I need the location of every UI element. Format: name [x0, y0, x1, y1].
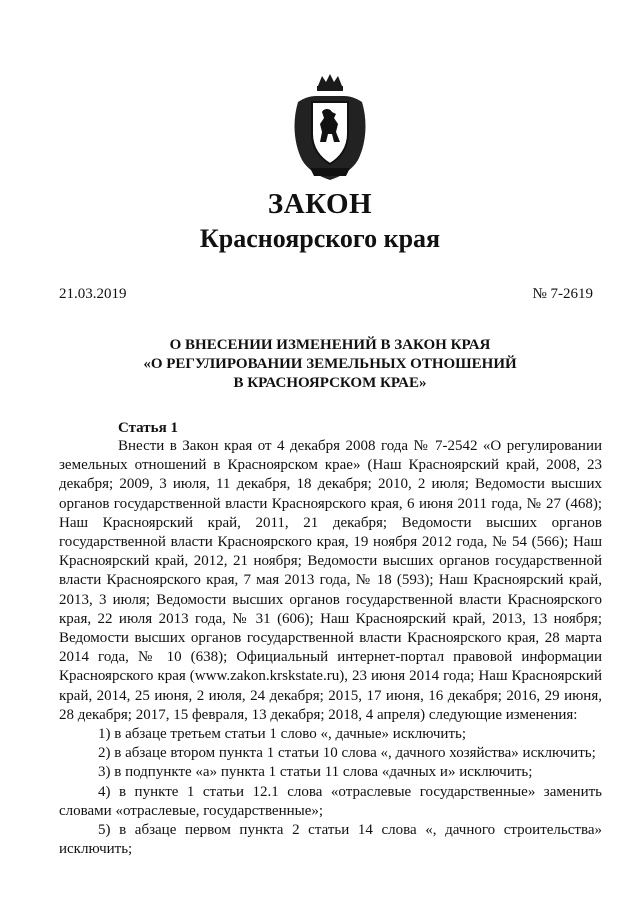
- amendment-item: 5) в абзаце первом пункта 2 статьи 14 слова «, дачного строительства» исключить;: [59, 822, 602, 858]
- subject-line: «О РЕГУЛИРОВАНИИ ЗЕМЕЛЬНЫХ ОТНОШЕНИЙ: [143, 356, 517, 372]
- law-date: 21.03.2019: [59, 286, 127, 302]
- document-title: ЗАКОН: [267, 188, 373, 220]
- law-number: № 7-2619: [532, 286, 593, 302]
- article-heading: Статья 1: [118, 420, 178, 436]
- amendment-item: 4) в пункте 1 статьи 12.1 слова «отраслевые государственные» заменить словами «отраслевые, государственные»;: [59, 783, 602, 819]
- document-subtitle: Красноярского края: [199, 224, 441, 253]
- subject-line: В КРАСНОЯРСКОМ КРАЕ»: [233, 375, 427, 391]
- subject-line: О ВНЕСЕНИИ ИЗМЕНЕНИЙ В ЗАКОН КРАЯ: [169, 337, 491, 353]
- coat-of-arms-icon: [288, 72, 372, 184]
- amendment-item: 2) в абзаце втором пункта 1 статьи 10 слова «, дачного хозяйства» исключить;: [98, 745, 596, 762]
- article-intro-paragraph: Внести в Закон края от 4 декабря 2008 года № 7-2542 «О регулировании земельных отношений в Красноярском крае» (Наш Красноярский край, 2008, 23 декабря; 2009, 3 июля, 11 декабря, 18 декабря; 2010, 2 июля; Ведомости высших органов государственной власти Красноярского края, 6 июня 2011 года, № 27 (468); Наш Красноярский край, 2011, 21 декабря; Ведомости высших органов государственной власти Красноярского края, 19 ноября 2012 года, № 54 (566); Наш Красноярский край, 2012, 21 ноября; Ведомости высших органов государственной власти Красноярского края, 7 мая 2013 года, № 18 (593); Наш Красноярский край, 2013, 3 июля; Ведомости высших органов государственной власти Красноярского края, 22 июля 2013 года, № 31 (606); Наш Красноярский край, 2013, 13 ноября; Ведомости высших органов государственной власти Красноярского края, 28 марта 2014 года, № 10 (638); Официальный интернет-портал правовой информации Красноярского края (www.zakon.krskstate.ru), 23 июня 2014 года; Наш Красноярский край, 2014, 25 июня, 2 июля, 24 декабря; 2015, 17 июня, 16 декабря; 2016, 29 июня, 28 декабря; 2017, 15 февраля, 13 декабря; 2018, 4 апреля) следующие изменения:: [59, 438, 602, 723]
- amendment-item: 3) в подпункте «а» пункта 1 статьи 11 слова «дачных и» исключить;: [98, 764, 533, 781]
- law-subject: [120, 336, 540, 393]
- amendment-item: 1) в абзаце третьем статьи 1 слово «, дачные» исключить;: [98, 726, 467, 743]
- article-body: [59, 437, 602, 859]
